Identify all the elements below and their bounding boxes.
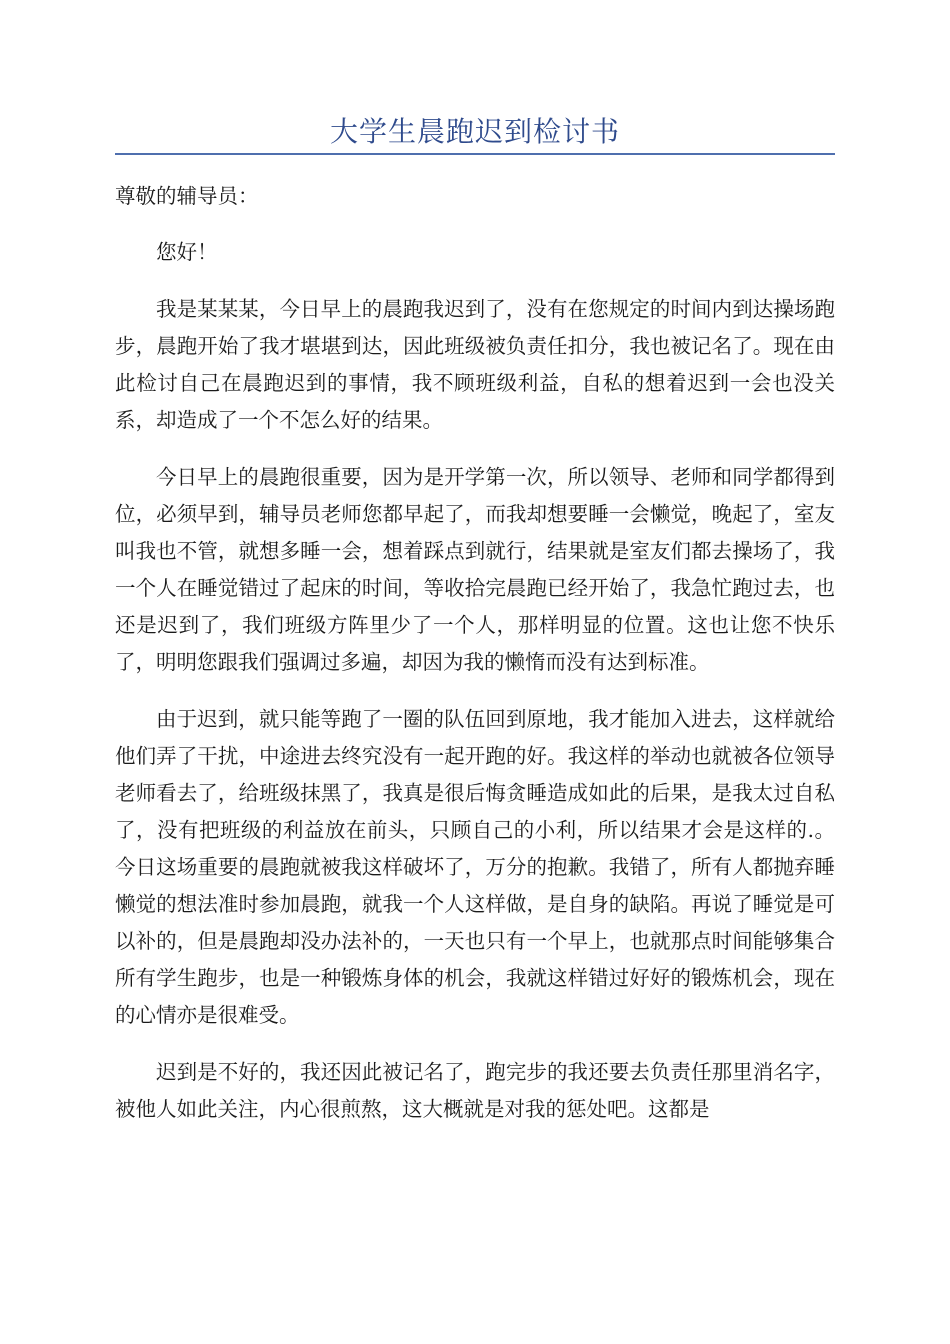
salutation: 尊敬的辅导员：: [115, 184, 259, 208]
body-paragraph: 迟到是不好的，我还因此被记名了，跑完步的我还要去负责任那里消名字，被他人如此关注，内心很煎熬，这大概就是对我的惩处吧。这都是: [115, 1060, 835, 1121]
document-body: [115, 178, 835, 1148]
title-underline: [115, 153, 835, 155]
document-title: 大学生晨跑迟到检讨书: [329, 115, 620, 148]
body-paragraph: 我是某某某，今日早上的晨跑我迟到了，没有在您规定的时间内到达操场跑步，晨跑开始了我才堪堪到达，因此班级被负责任扣分，我也被记名了。现在由此检讨自己在晨跑迟到的事情，我不顾班级利益，自私的想着迟到一会也没关系，却造成了一个不怎么好的结果。: [115, 297, 835, 432]
greeting: 您好！: [156, 240, 218, 264]
body-paragraph: 由于迟到，就只能等跑了一圈的队伍回到原地，我才能加入进去，这样就给他们弄了干扰，中途进去终究没有一起开跑的好。我这样的举动也就被各位领导老师看去了，给班级抹黑了，我真是很后悔贪睡造成如此的后果，是我太过自私了，没有把班级的利益放在前头，只顾自己的小利，所以结果才会是这样的.。今日这场重要的晨跑就被我这样破坏了，万分的抱歉。我错了，所有人都抛弃睡懒觉的想法准时参加晨跑，就我一个人这样做，是自身的缺陷。再说了睡觉是可以补的，但是晨跑却没办法补的，一天也只有一个早上，也就那点时间能够集合所有学生跑步，也是一种锻炼身体的机会，我就这样错过好好的锻炼机会，现在的心情亦是很难受。: [115, 707, 835, 1027]
body-paragraph: 今日早上的晨跑很重要，因为是开学第一次，所以领导、老师和同学都得到位，必须早到，辅导员老师您都早起了，而我却想要睡一会懒觉，晚起了，室友叫我也不管，就想多睡一会，想着踩点到就行，结果就是室友们都去操场了，我一个人在睡觉错过了起床的时间，等收拾完晨跑已经开始了，我急忙跑过去，也还是迟到了，我们班级方阵里少了一个人，那样明显的位置。这也让您不快乐了，明明您跟我们强调过多遍，却因为我的懒惰而没有达到标准。: [115, 465, 835, 674]
